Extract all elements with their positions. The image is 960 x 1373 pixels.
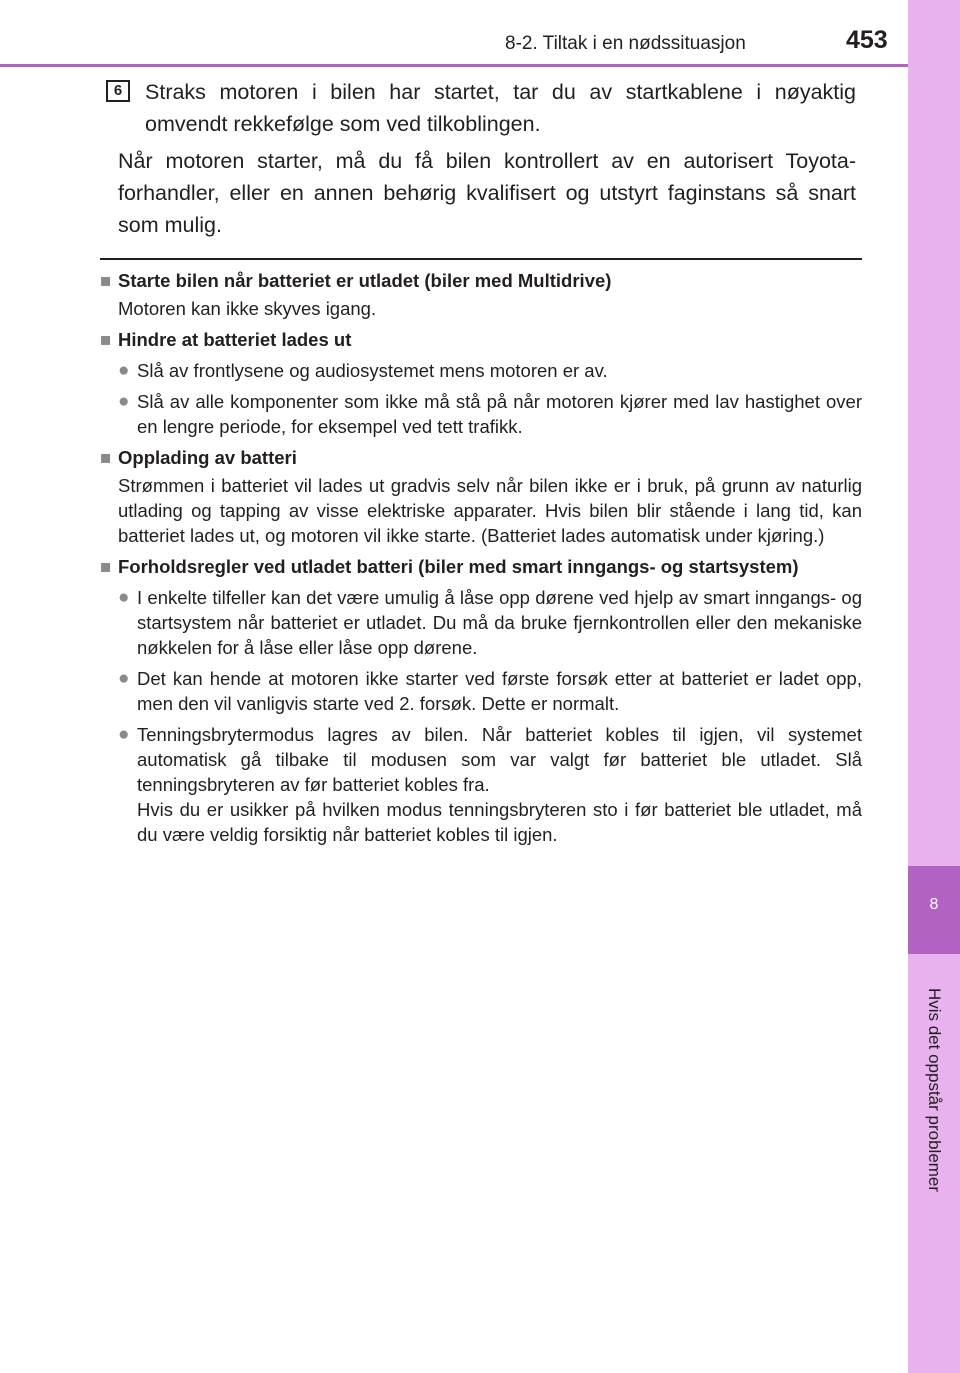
circle-bullet-icon: ●: [118, 724, 130, 745]
note-heading-text: Hindre at batteriet lades ut: [118, 329, 352, 350]
body-paragraph: Når motoren starter, må du få bilen kontrollert av en autorisert Toyota-forhandler, eller en annen behørig kvalifisert og utstyrt faginstans så snart som mulig.: [118, 149, 856, 237]
bullet-item: [118, 722, 862, 847]
circle-bullet-icon: ●: [118, 587, 130, 608]
bullet-text: Tenningsbrytermodus lagres av bilen. Når batteriet kobles til igjen, vil systemet automatisk gå tilbake til modusen som var valgt før batteriet ble utladet. Slå tenningsbryteren av før batteriet kobles fra. Hvis du er usikker på hvilken modus tenningsbryteren sto i før batteriet ble utladet, må du være veldig forsiktig når batteriet kobles til igjen.: [137, 724, 862, 845]
note-item: [100, 268, 862, 321]
bullet-item: [118, 389, 862, 439]
bullet-text: Det kan hende at motoren ikke starter ved første forsøk etter at batteriet er ladet opp, men den vil vanligvis starte ved 2. forsøk. Dette er normalt.: [137, 668, 862, 714]
step-text: Straks motoren i bilen har startet, tar du av startkablene i nøyaktig omvendt rekkefølge som ved tilkoblingen.: [145, 80, 856, 136]
circle-bullet-icon: ●: [118, 668, 130, 689]
note-item: [100, 445, 862, 548]
note-heading: [100, 554, 862, 579]
note-heading-text: Forholdsregler ved utladet batteri (biler med smart inngangs- og startsystem): [118, 556, 799, 577]
bullet-item: [118, 358, 862, 383]
notes-list: [100, 268, 862, 853]
note-heading: [100, 327, 862, 352]
note-heading: [100, 445, 862, 470]
bullet-item: [118, 666, 862, 716]
step-number-badge: 6: [106, 80, 130, 102]
bullet-text: I enkelte tilfeller kan det være umulig å låse opp dørene ved hjelp av smart inngangs- og startsystem når batteriet er utladet. Du må da bruke fjernkontrollen eller den mekaniske nøkkelen for å låse eller låse opp dørene.: [137, 587, 862, 658]
bullet-item: [118, 585, 862, 660]
note-heading-text: Starte bilen når batteriet er utladet (biler med Multidrive): [118, 270, 612, 291]
square-bullet-icon: ■: [100, 556, 112, 577]
note-body: Motoren kan ikke skyves igang.: [118, 298, 377, 319]
page-number: 453: [846, 26, 888, 54]
note-item: [100, 327, 862, 439]
bullet-text: Slå av alle komponenter som ikke må stå på når motoren kjører med lav hastighet over en lengre periode, for eksempel ved tett trafikk.: [137, 391, 862, 437]
note-heading: [100, 268, 862, 293]
note-heading-text: Opplading av batteri: [118, 447, 297, 468]
chapter-label: Hvis det oppstår problemer: [925, 987, 944, 1193]
square-bullet-icon: ■: [100, 329, 112, 350]
bullet-text: Slå av frontlysene og audiosystemet mens motoren er av.: [137, 360, 608, 381]
square-bullet-icon: ■: [100, 270, 112, 291]
chapter-number: 8: [929, 896, 939, 913]
circle-bullet-icon: ●: [118, 360, 130, 381]
note-item: [100, 554, 862, 847]
note-body: Strømmen i batteriet vil lades ut gradvis selv når bilen ikke er i bruk, på grunn av naturlig utlading og tapping av visse elektriske apparater. Hvis bilen blir stående i lang tid, kan batteriet lades ut, og motoren vil ikke starte. (Batteriet lades automatisk under kjøring.): [118, 475, 862, 546]
square-bullet-icon: ■: [100, 447, 112, 468]
header-rule: [0, 64, 908, 67]
circle-bullet-icon: ●: [118, 391, 130, 412]
section-title: 8-2. Tiltak i en nødssituasjon: [505, 33, 746, 54]
section-divider: [100, 258, 862, 260]
